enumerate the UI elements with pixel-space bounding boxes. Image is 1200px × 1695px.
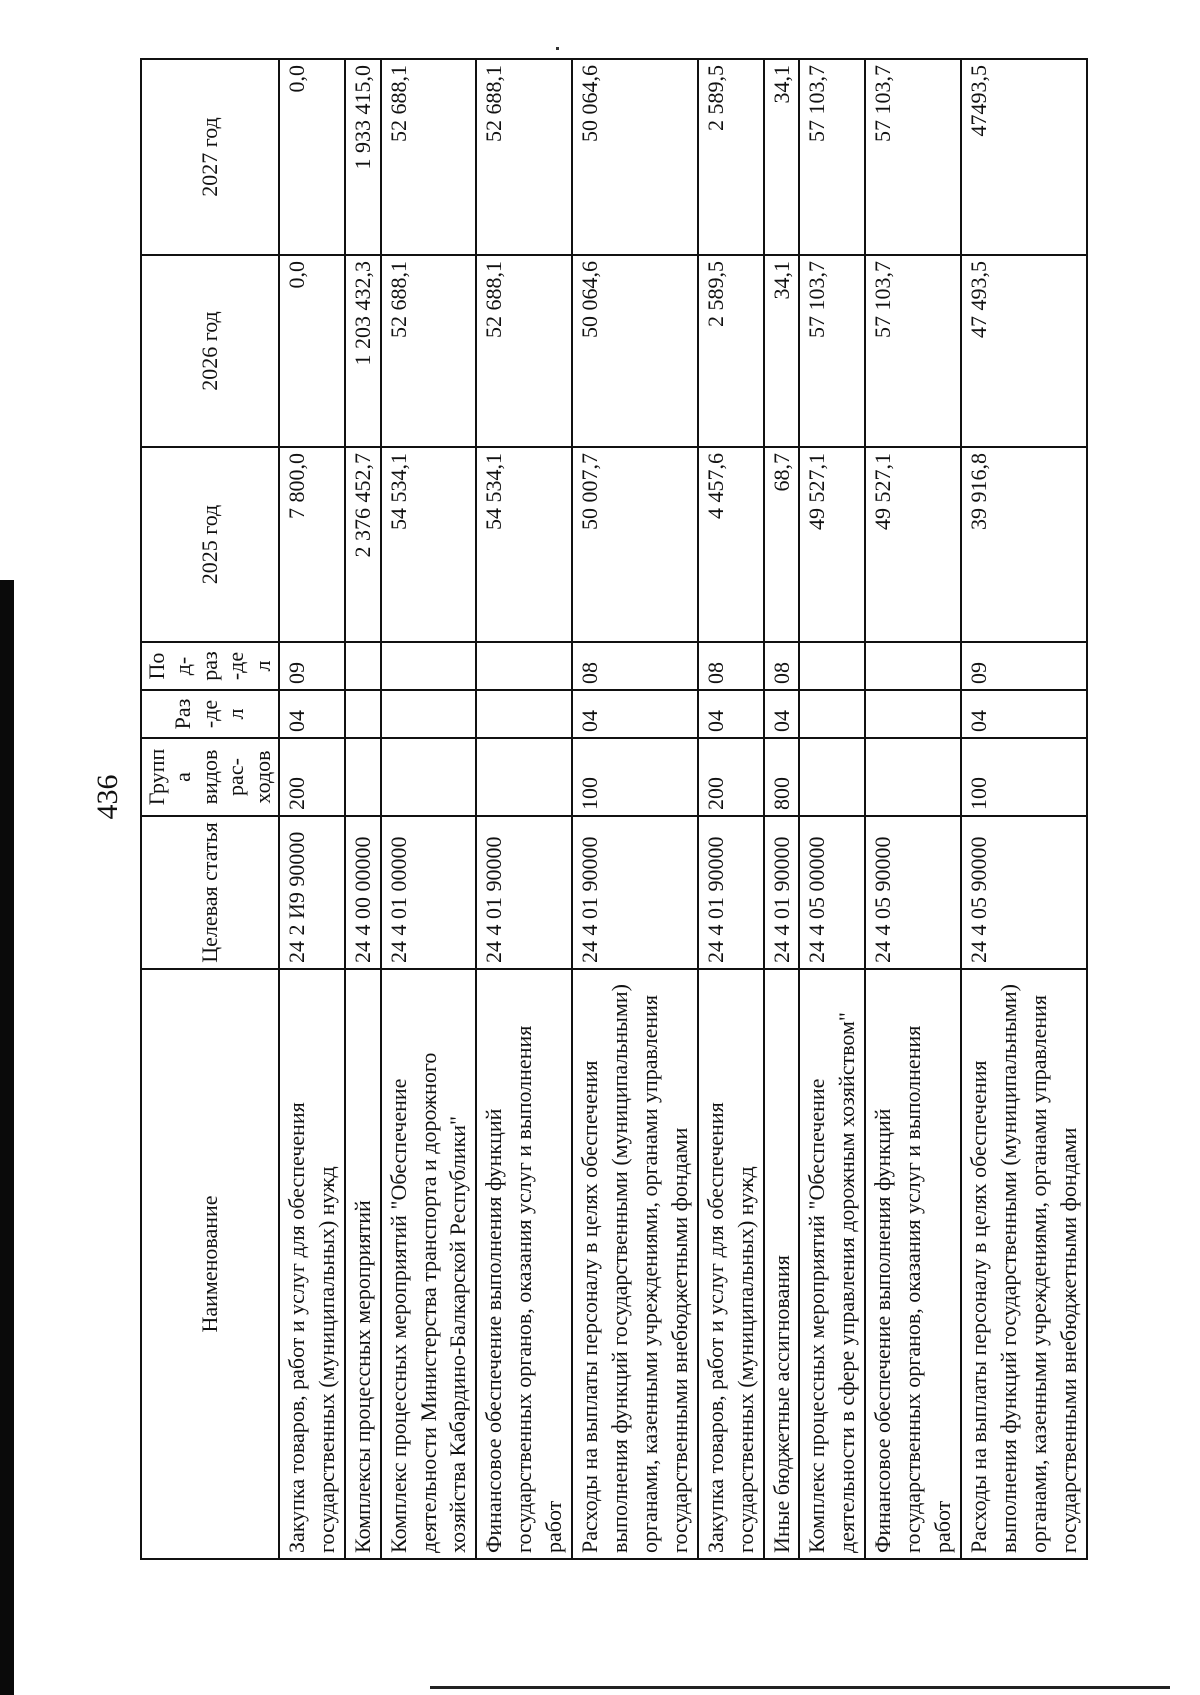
cell-subsection: 08	[572, 642, 698, 690]
cell-2026: 57 103,7	[865, 255, 961, 447]
table-row	[279, 59, 345, 1559]
header-2026: 2026 год	[141, 255, 279, 447]
cell-name: Иные бюджетные ассигнования	[764, 969, 800, 1559]
cell-section	[345, 690, 381, 738]
cell-2025: 49 527,1	[799, 447, 865, 642]
cell-subsection: 08	[698, 642, 764, 690]
table-row	[698, 59, 764, 1559]
header-subsection: Под-раз-дел	[141, 642, 279, 690]
cell-2025: 2 376 452,7	[345, 447, 381, 642]
header-2025: 2025 год	[141, 447, 279, 642]
cell-2026: 0,0	[279, 255, 345, 447]
cell-subsection: 08	[764, 642, 800, 690]
cell-2026: 2 589,5	[698, 255, 764, 447]
scan-dot	[556, 47, 559, 50]
cell-2025: 7 800,0	[279, 447, 345, 642]
cell-2025: 49 527,1	[865, 447, 961, 642]
header-name: Наименование	[141, 969, 279, 1559]
cell-section	[381, 690, 477, 738]
cell-article: 24 4 01 90000	[698, 816, 764, 969]
cell-group	[476, 738, 572, 816]
scan-bottom-line	[430, 1686, 1170, 1689]
cell-2025: 54 534,1	[476, 447, 572, 642]
cell-section: 04	[961, 690, 1087, 738]
cell-section: 04	[698, 690, 764, 738]
cell-group: 200	[698, 738, 764, 816]
table-header-row	[141, 59, 279, 1559]
cell-2027: 57 103,7	[799, 59, 865, 255]
table-row	[345, 59, 381, 1559]
cell-2026: 52 688,1	[476, 255, 572, 447]
cell-group: 800	[764, 738, 800, 816]
table-row	[476, 59, 572, 1559]
cell-group	[345, 738, 381, 816]
header-2027: 2027 год	[141, 59, 279, 255]
cell-name: Комплекс процессных мероприятий "Обеспечение деятельности Министерства транспорта и дорожного хозяйства Кабардино-Балкарской Республики"	[381, 969, 477, 1559]
cell-2025: 4 457,6	[698, 447, 764, 642]
cell-2027: 2 589,5	[698, 59, 764, 255]
cell-name: Закупка товаров, работ и услуг для обеспечения государственных (муниципальных) нужд	[279, 969, 345, 1559]
cell-article: 24 4 01 00000	[381, 816, 477, 969]
cell-article: 24 4 05 90000	[961, 816, 1087, 969]
cell-subsection	[476, 642, 572, 690]
cell-2025: 54 534,1	[381, 447, 477, 642]
cell-subsection	[345, 642, 381, 690]
cell-2026: 57 103,7	[799, 255, 865, 447]
cell-section: 04	[764, 690, 800, 738]
cell-2027: 52 688,1	[476, 59, 572, 255]
cell-name: Расходы на выплаты персоналу в целях обеспечения выполнения функций государственными (муниципальными) органами, казенными учреждениями, органами управления государственными внебюджетными фондами	[572, 969, 698, 1559]
cell-2027: 47493,5	[961, 59, 1087, 255]
cell-section	[865, 690, 961, 738]
table-row	[799, 59, 865, 1559]
header-section: Раз-дел	[141, 690, 279, 738]
cell-section: 04	[572, 690, 698, 738]
cell-section: 04	[279, 690, 345, 738]
cell-article: 24 4 01 90000	[476, 816, 572, 969]
cell-2027: 52 688,1	[381, 59, 477, 255]
header-article: Целевая статья	[141, 816, 279, 969]
cell-2026: 47 493,5	[961, 255, 1087, 447]
cell-group: 100	[961, 738, 1087, 816]
table-row	[572, 59, 698, 1559]
cell-2025: 39 916,8	[961, 447, 1087, 642]
cell-name: Расходы на выплаты персоналу в целях обеспечения выполнения функций государственными (муниципальными) органами, казенными учреждениями, органами управления государственными внебюджетными фондами	[961, 969, 1087, 1559]
rotated-table-wrapper	[140, 60, 1085, 1560]
cell-2025: 50 007,7	[572, 447, 698, 642]
cell-subsection	[865, 642, 961, 690]
table-row	[865, 59, 961, 1559]
cell-subsection: 09	[279, 642, 345, 690]
cell-2026: 34,1	[764, 255, 800, 447]
cell-article: 24 4 05 00000	[799, 816, 865, 969]
cell-name: Финансовое обеспечение выполнения функций государственных органов, оказания услуг и выполнения работ	[865, 969, 961, 1559]
cell-article: 24 2 И9 90000	[279, 816, 345, 969]
header-group: Группа видов рас-ходов	[141, 738, 279, 816]
cell-group	[381, 738, 477, 816]
budget-table	[140, 58, 1088, 1560]
cell-section	[476, 690, 572, 738]
cell-name: Финансовое обеспечение выполнения функций государственных органов, оказания услуг и выполнения работ	[476, 969, 572, 1559]
cell-article: 24 4 05 90000	[865, 816, 961, 969]
cell-article: 24 4 01 90000	[764, 816, 800, 969]
cell-group	[865, 738, 961, 816]
cell-name: Комплекс процессных мероприятий "Обеспечение деятельности в сфере управления дорожным хозяйством"	[799, 969, 865, 1559]
cell-2027: 0,0	[279, 59, 345, 255]
cell-group	[799, 738, 865, 816]
cell-subsection	[799, 642, 865, 690]
table-row	[381, 59, 477, 1559]
cell-group: 100	[572, 738, 698, 816]
cell-2026: 50 064,6	[572, 255, 698, 447]
cell-2026: 52 688,1	[381, 255, 477, 447]
cell-subsection: 09	[961, 642, 1087, 690]
cell-section	[799, 690, 865, 738]
cell-2026: 1 203 432,3	[345, 255, 381, 447]
cell-group: 200	[279, 738, 345, 816]
cell-2027: 34,1	[764, 59, 800, 255]
scan-edge-bar	[0, 580, 14, 1695]
cell-2027: 50 064,6	[572, 59, 698, 255]
cell-name: Комплексы процессных мероприятий	[345, 969, 381, 1559]
cell-2027: 57 103,7	[865, 59, 961, 255]
cell-2027: 1 933 415,0	[345, 59, 381, 255]
page-number: 436	[91, 774, 124, 820]
cell-2025: 68,7	[764, 447, 800, 642]
cell-article: 24 4 00 00000	[345, 816, 381, 969]
table-row	[764, 59, 800, 1559]
cell-subsection	[381, 642, 477, 690]
table-row	[961, 59, 1087, 1559]
cell-name: Закупка товаров, работ и услуг для обеспечения государственных (муниципальных) нужд	[698, 969, 764, 1559]
cell-article: 24 4 01 90000	[572, 816, 698, 969]
